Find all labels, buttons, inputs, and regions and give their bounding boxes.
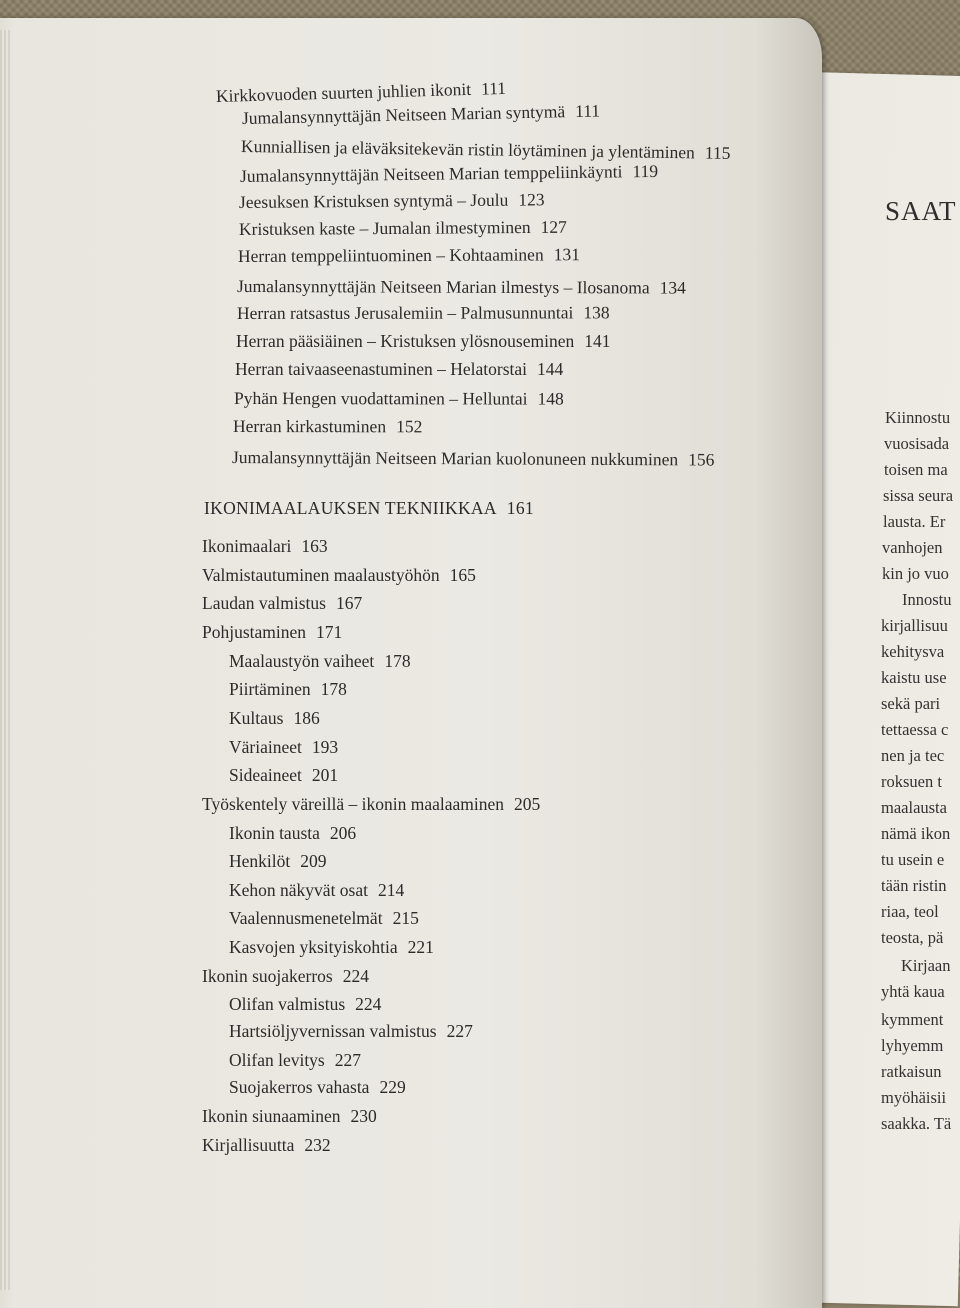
toc-entry-text: Herran temppeliintuominen – Kohtaaminen — [237, 244, 544, 266]
right-page-line: vanhojen — [882, 538, 943, 557]
toc-entry-text: Kirkkovuoden suurten juhlien ikonit — [215, 78, 472, 106]
right-page-line: nämä ikon — [881, 824, 951, 843]
toc-entry-text: Valmistautuminen maalaustyöhön — [202, 565, 440, 585]
toc-page-number: 227 — [446, 1021, 473, 1041]
right-page-line: sissa seura — [883, 486, 954, 505]
right-page-line: ratkaisun — [881, 1062, 942, 1081]
toc-page-number: 134 — [659, 277, 686, 298]
right-page-line: teosta, pä — [881, 928, 944, 947]
toc-page-number: 215 — [392, 908, 419, 928]
toc-entry-text: Henkilöt — [229, 851, 291, 871]
right-page-line: kaistu use — [881, 668, 947, 687]
right-page-line: Kiinnostu — [885, 408, 951, 427]
toc-page-number: 186 — [293, 708, 320, 728]
toc-page-number: 127 — [540, 216, 567, 237]
toc-page-number: 224 — [355, 994, 382, 1014]
toc-entry-text: Ikonin siunaaminen — [202, 1106, 341, 1126]
toc-entry-text: Sideaineet — [229, 765, 302, 785]
right-page-line: tu usein e — [881, 850, 945, 869]
right-page-line: saakka. Tä — [881, 1114, 952, 1133]
toc-page-number: 115 — [704, 142, 731, 163]
right-page-line: sekä pari — [881, 694, 941, 713]
toc-page-number: 141 — [584, 331, 611, 351]
toc-entry-text: Jumalansynnyttäjän Neitseen Marian syntymä — [241, 101, 566, 128]
right-page-line: Kirjaan — [901, 956, 951, 975]
toc-entry-text: Ikonin suojakerros — [202, 966, 333, 986]
toc-page-number: 119 — [632, 160, 659, 182]
right-page-line: myöhäisii — [881, 1088, 947, 1107]
right-page-line: vuosisada — [884, 434, 950, 453]
toc-page-number: 209 — [300, 851, 327, 871]
toc-page-number: 193 — [311, 737, 339, 757]
toc-entry-text: Vaalennusmenetelmät — [229, 908, 383, 928]
right-page-line: nen ja tec — [881, 746, 945, 765]
toc-entry-text: Kasvojen yksityiskohtia — [229, 937, 398, 957]
toc-page-number: 206 — [329, 823, 357, 843]
right-page-line: yhtä kaua — [881, 982, 945, 1001]
right-page-line: kirjallisuu — [881, 616, 948, 635]
right-page-line: Innostu — [902, 590, 952, 609]
toc-page-number: 229 — [379, 1077, 406, 1097]
toc-page-number: 148 — [537, 388, 564, 409]
toc-entry-text: Jumalansynnyttäjän Neitseen Marian kuolonuneen nukkuminen — [231, 447, 679, 470]
toc-entry-text: Herran kirkastuminen — [232, 416, 387, 437]
toc-entry-text: Piirtäminen — [229, 679, 311, 699]
toc-page-number: 178 — [384, 651, 411, 671]
right-page-line: tettaessa c — [881, 720, 949, 739]
toc-page-number: 214 — [378, 880, 405, 900]
right-page-line: lyhyemm — [881, 1036, 944, 1055]
toc-entry-text: Olifan valmistus — [229, 994, 346, 1014]
toc-entry-text: Maalaustyön vaiheet — [229, 651, 375, 671]
toc-page-number: 224 — [342, 966, 369, 986]
toc-page-number: 131 — [553, 244, 580, 265]
toc-page-number: 111 — [480, 77, 507, 99]
toc-entry-text: Herran taivaaseenastuminen – Helatorstai — [235, 359, 528, 379]
right-page-line: kymment — [881, 1010, 944, 1029]
right-page-line: roksuen t — [881, 772, 942, 791]
toc-page-number: 230 — [350, 1106, 377, 1126]
toc-page-number: 167 — [335, 593, 363, 613]
toc-page-number: 171 — [316, 622, 343, 642]
toc-entry-text: Hartsiöljyvernissan valmistus — [229, 1021, 437, 1041]
right-page-line: kehitysva — [881, 642, 945, 661]
right-page-line: maalausta — [881, 798, 947, 817]
toc-page-number: 144 — [537, 359, 564, 379]
toc-page-number: 232 — [304, 1135, 331, 1155]
toc-entry-text: Kristuksen kaste – Jumalan ilmestyminen — [238, 216, 531, 239]
toc-page-number: 227 — [334, 1050, 361, 1070]
toc-entry-text: Jumalansynnyttäjän Neitseen Marian temppeliinkäynti — [239, 161, 623, 186]
toc-entry-text: Herran ratsastus Jerusalemiin – Palmusunnuntai — [236, 302, 574, 323]
toc-page-number: 221 — [407, 937, 434, 957]
toc-entry-text: Kehon näkyvät osat — [229, 880, 368, 900]
toc-entry-text: Olifan levitys — [229, 1050, 325, 1070]
right-page-line: toisen ma — [884, 460, 948, 479]
right-page-line: lausta. Er — [883, 512, 946, 531]
toc-page-number: 161 — [506, 498, 534, 518]
right-page-line: riaa, teol — [881, 902, 939, 921]
toc-entry-text: Työskentely väreillä – ikonin maalaaminen — [202, 794, 505, 814]
toc-page-number: 163 — [301, 536, 328, 556]
toc-page-number: 138 — [583, 302, 610, 323]
toc-page-number: 178 — [320, 679, 347, 699]
toc-page-number: 123 — [518, 189, 545, 210]
toc-entry-text: Ikonin tausta — [229, 823, 320, 843]
toc-page-number: 205 — [514, 794, 541, 814]
toc-entry-text: Suojakerros vahasta — [229, 1077, 370, 1097]
toc-entry-text: Jeesuksen Kristuksen syntymä – Joulu — [238, 189, 509, 212]
toc-entry-text: Ikonimaalari — [202, 536, 292, 556]
right-page-line: tään ristin — [881, 876, 947, 895]
toc-entry-text: Kirjallisuutta — [202, 1135, 295, 1155]
toc-page-number: 165 — [449, 565, 476, 585]
toc-page-number: 111 — [574, 100, 601, 122]
toc-entry-text: Pohjustaminen — [202, 622, 307, 642]
toc-entry-text: Laudan valmistus — [202, 593, 326, 613]
toc-entry-text: Herran pääsiäinen – Kristuksen ylösnouseminen — [236, 331, 575, 351]
toc-entry-text: Pyhän Hengen vuodattaminen – Helluntai — [233, 388, 528, 409]
toc-page-number: 152 — [396, 416, 423, 437]
toc-entry-text: Väriaineet — [229, 737, 302, 757]
toc-entry-text: Kunniallisen ja eläväksitekevän ristin löytäminen ja ylentäminen — [240, 136, 696, 163]
toc-page-number: 156 — [688, 449, 715, 470]
toc-page-number: 201 — [311, 765, 339, 785]
section-title-text: IKONIMAALAUKSEN TEKNIIKKAA — [204, 498, 497, 518]
toc-entry-text: Jumalansynnyttäjän Neitseen Marian ilmestys – Ilosanoma — [236, 276, 650, 298]
toc-entry-text: Kultaus — [229, 708, 284, 728]
right-page-heading: SAAT — [885, 196, 957, 226]
right-page-line: kin jo vuo — [882, 564, 949, 583]
